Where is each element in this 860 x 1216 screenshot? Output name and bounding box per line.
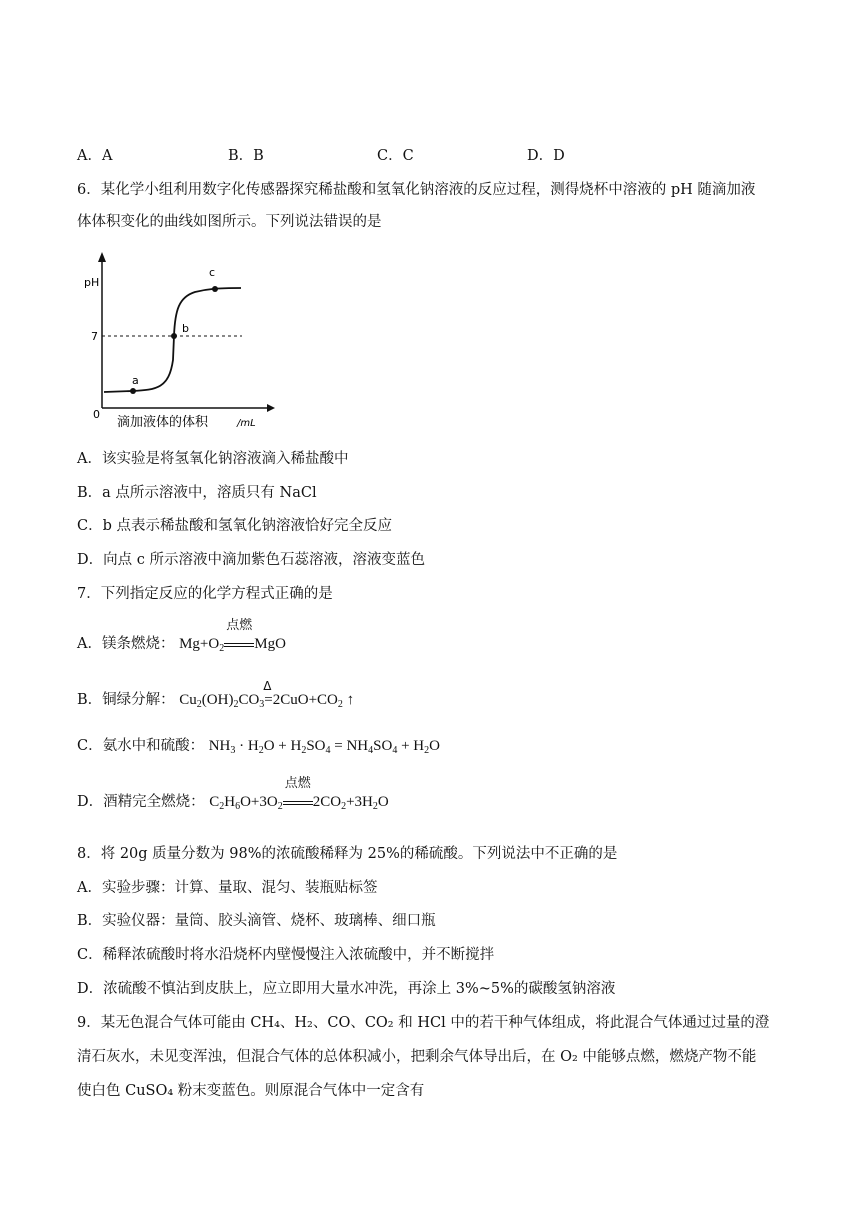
x-axis-unit: /mL [237, 418, 256, 429]
q7-option-d-equation: $C_2H_6O+3O_2$ 点燃 $2CO_2+3H_2O$ [209, 776, 389, 812]
origin-label: 0 [93, 408, 100, 421]
q8-option-a: A．实验步骤：计算、量取、混匀、装瓶贴标签 [77, 880, 378, 896]
q9-stem-line3: 使白色 CuSO₄ 粉末变蓝色。则原混合气体中一定含有 [77, 1083, 425, 1099]
y-axis-arrow [98, 252, 106, 262]
q7-option-d-label: D．酒精完全燃烧： [77, 794, 205, 810]
point-a-label: a [132, 374, 139, 387]
q8-option-d: D．浓硫酸不慎沾到皮肤上，应立即用大量水冲洗，再涂上 3%~5%的碳酸氢钠溶液 [77, 981, 616, 997]
q7-stem: 7．下列指定反应的化学方程式正确的是 [77, 586, 333, 602]
q7-option-a-equation: $Mg+O_2$ 点燃 MgO [179, 618, 286, 654]
q7-option-a-label: A．镁条燃烧： [77, 636, 175, 652]
prev-option-c: C．C [377, 148, 414, 164]
heat-condition: Δ [263, 679, 272, 693]
q9-stem-line2: 清石灰水，未见变浑浊，但混合气体的总体积减小，把剩余气体导出后，在 O₂ 中能够点燃，燃烧产物不能 [77, 1049, 757, 1065]
q7-option-a [77, 618, 286, 659]
q6-option-c: C．b 点表示稀盐酸和氢氧化钠溶液恰好完全反应 [77, 518, 392, 534]
point-a [130, 388, 136, 394]
q7-option-d [77, 776, 389, 817]
prev-option-b: B．B [228, 148, 264, 164]
q6-option-b: B．a 点所示溶液中，溶质只有 NaCl [77, 485, 317, 501]
ignite-condition-2: 点燃 [284, 776, 311, 791]
ph-curve [104, 288, 241, 392]
x-axis-arrow [267, 404, 275, 412]
y-axis-label: pH [84, 276, 100, 289]
q6-stem-line1: 6．某化学小组利用数字化传感器探究稀盐酸和氢氧化钠溶液的反应过程，测得烧杯中溶液的 pH 随滴加液 [77, 182, 756, 198]
ph-titration-curve [77, 250, 277, 430]
q7-option-c [77, 736, 440, 761]
prev-option-d: D．D [527, 148, 565, 164]
q7-option-c-label: C．氨水中和硫酸： [77, 738, 205, 754]
x-axis-label: 滴加液体的体积 [117, 415, 209, 430]
y-tick-7: 7 [91, 330, 98, 343]
point-b [171, 333, 177, 339]
point-b-label: b [182, 322, 189, 335]
q7-option-b-label: B．铜绿分解： [77, 692, 175, 708]
q7-option-c-equation: $NH_3 \cdot H_2O + H_2SO_4 = NH_4SO_4 + H_2O$ [208, 738, 440, 756]
q8-stem: 8．将 20g 质量分数为 98%的浓硫酸稀释为 25%的稀硫酸。下列说法中不正确的是 [77, 846, 618, 862]
point-c [212, 286, 218, 292]
q7-option-b-equation: $Cu_2(OH)_2CO_3$ Δ $=2CuO+CO_2$ ↑ [179, 692, 354, 708]
q9-stem-line1: 9．某无色混合气体可能由 CH₄、H₂、CO、CO₂ 和 HCl 中的若干种气体组成，将此混合气体通过过量的澄 [77, 1015, 770, 1031]
prev-option-a: A．A [77, 148, 113, 164]
point-c-label: c [209, 266, 216, 279]
q7-option-b [77, 679, 355, 715]
q8-option-b: B．实验仪器：量筒、胶头滴管、烧杯、玻璃棒、细口瓶 [77, 913, 436, 929]
q6-stem-line2: 体体积变化的曲线如图所示。下列说法错误的是 [77, 214, 382, 230]
ignite-condition: 点燃 [226, 618, 253, 633]
q8-option-c: C．稀释浓硫酸时将水沿烧杯内壁慢慢注入浓硫酸中，并不断搅拌 [77, 947, 495, 963]
q6-option-a: A．该实验是将氢氧化钠溶液滴入稀盐酸中 [77, 451, 349, 467]
q6-option-d: D．向点 c 所示溶液中滴加紫色石蕊溶液，溶液变蓝色 [77, 552, 425, 568]
